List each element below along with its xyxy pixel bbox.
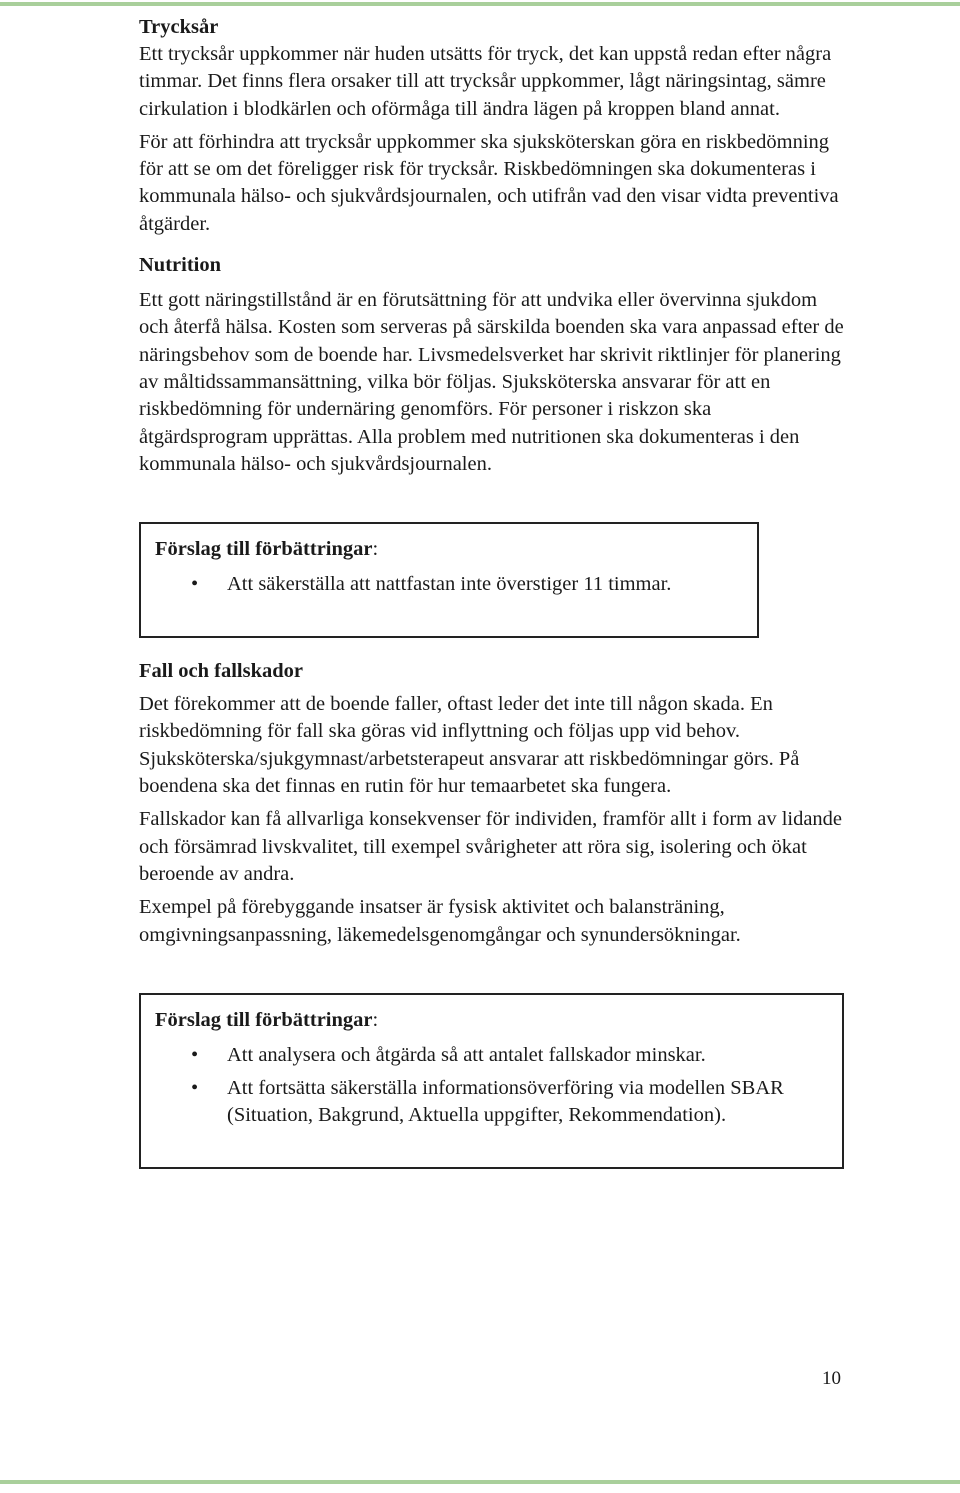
paragraph-nutrition-1: Ett gott näringstillstånd är en förutsättning för att undvika eller övervinna sjukdom och återfå hälsa. Kosten som serveras på särskilda boenden ska vara anpassad efter de näringsbehov som de boende har. Livsmedelsverket har skrivit riktlinjer för planering av måltidssammansättning, vilka bör följas. Sjuksköterska ansvarar för att en riskbedömning för undernäring genomförs. För personer i riskzon ska åtgärdsprogram upprättas. Alla problem med nutritionen ska dokumenteras i den kommunala hälso- och sjukvårdsjournalen.: [139, 289, 844, 475]
title-colon: :: [372, 538, 379, 561]
heading-nutrition: Nutrition: [139, 254, 221, 277]
list-item: • Att analysera och åtgärda så att antalet fallskador minskar.: [155, 1042, 828, 1069]
page-content: [139, 14, 844, 1169]
heading-trycksar: Trycksår: [139, 16, 219, 38]
list-item: • Att fortsätta säkerställa informationsöverföring via modellen SBAR (Situation, Bakgrund, Aktuella uppgifter, Rekommendation).: [191, 1077, 784, 1127]
bottom-decorative-rule: [0, 1480, 960, 1484]
improvement-list: [155, 1042, 828, 1130]
paragraph-fall-1: Det förekommer att de boende faller, oftast leder det inte till någon skada. En riskbedömning för fall ska göras vid inflyttning och följas upp vid behov. Sjuksköterska/sjukgymnast/arbetsterapeut ansvarar att riskbedömningar görs. På boendena ska det finnas en rutin för hur temaarbetet ska fungera.: [139, 693, 800, 798]
heading-fall: Fall och fallskador: [139, 660, 304, 683]
improvement-box-nutrition: [139, 522, 759, 638]
top-decorative-rule: [0, 2, 960, 6]
improvement-box-fall: [139, 993, 844, 1169]
title-colon: :: [372, 1008, 379, 1031]
paragraph-trycksar-1: Ett trycksår uppkommer när huden utsätts för tryck, det kan uppstå redan efter några timmar. Det finns flera orsaker till att trycksår uppkommer, lågt näringsintag, sämre cirkulation i blodkärlen och oförmåga till ändra lägen på kroppen bland annat.: [139, 43, 832, 120]
improvement-list: [155, 571, 743, 598]
bullet-icon: •: [191, 573, 199, 596]
paragraph-fall-2: Fallskador kan få allvarliga konsekvenser för individen, framför allt i form av lidande och försämrad livskvalitet, till exempel svårigheter att röra sig, isolering och ökat beroende av andra.: [139, 808, 843, 885]
paragraph-fall-3: Exempel på förebyggande insatser är fysisk aktivitet och balansträning, omgivningsanpassning, läkemedelsgenomgångar och synundersökningar.: [139, 896, 741, 946]
list-item: • Att säkerställa att nattfastan inte överstiger 11 timmar.: [155, 571, 743, 598]
paragraph-trycksar-2: För att förhindra att trycksår uppkommer ska sjuksköterskan göra en riskbedömning för att se om det föreligger risk för trycksår. Riskbedömningen ska dokumenteras i kommunala hälso- och sjukvårdsjournalen, och utifrån vad den visar vidta preventiva åtgärder.: [139, 130, 839, 235]
bullet-icon: •: [191, 1043, 199, 1066]
improvement-box-title: Förslag till förbättringar: [155, 1008, 373, 1031]
improvement-box-title: Förslag till förbättringar: [155, 538, 373, 561]
page-number: 10: [822, 1368, 841, 1389]
bullet-icon: •: [191, 1077, 199, 1100]
